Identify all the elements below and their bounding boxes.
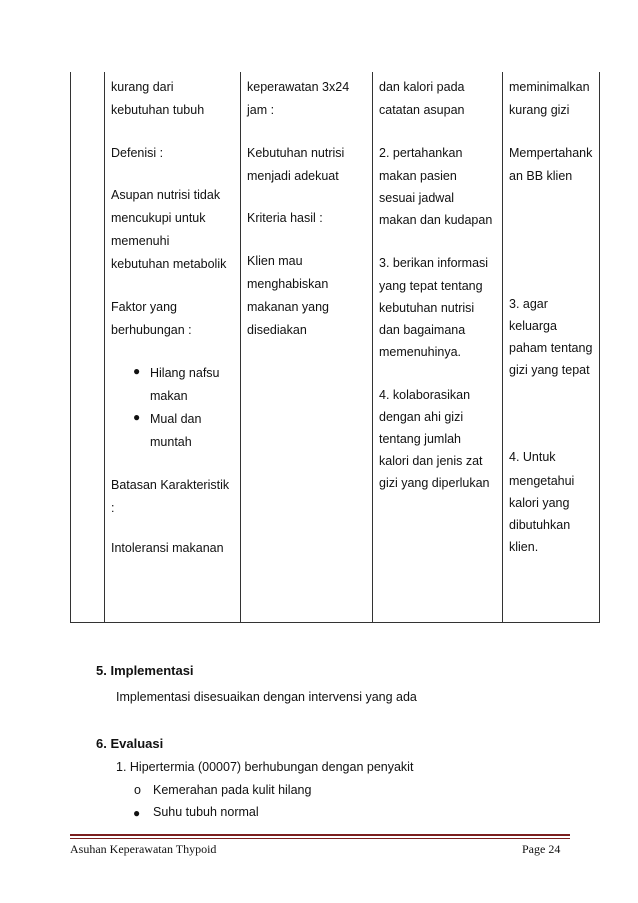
col3-line-16: gizi yang diperlukan xyxy=(379,476,490,490)
col1-bullet-1-b: makan xyxy=(150,389,188,403)
section-6-item-1: 1. Hipertermia (00007) berhubungan dengan penyakit xyxy=(116,760,414,774)
col3-line-13: dengan ahi gizi xyxy=(379,410,464,424)
col2-line-7: menghabiskan xyxy=(247,277,329,291)
col1-line-2: kebutuhan tubuh xyxy=(111,103,205,117)
col4-line-3: Mempertahank xyxy=(509,146,593,160)
col4-line-10: mengetahui xyxy=(509,474,575,488)
col3-line-8: yang tepat tentang xyxy=(379,279,483,293)
col1-defenisi-label: Defenisi : xyxy=(111,146,164,160)
col1-bullet-2-a: Mual dan xyxy=(150,412,202,426)
col1-defenisi-1: Asupan nutrisi tidak xyxy=(111,188,221,202)
col4-line-5: 3. agar xyxy=(509,297,548,311)
col2-line-9: disediakan xyxy=(247,323,307,337)
table-divider-1 xyxy=(104,72,105,623)
footer-title: Asuhan Keperawatan Thypoid xyxy=(70,842,217,856)
page-number: Page 24 xyxy=(522,842,561,856)
footer-rule-bottom xyxy=(70,838,570,839)
col3-line-4: makan pasien xyxy=(379,169,457,183)
col1-faktor-2: berhubungan : xyxy=(111,323,192,337)
table-divider-4 xyxy=(502,72,503,623)
section-6-heading: 6. Evaluasi xyxy=(96,736,164,751)
col3-line-10: dan bagaimana xyxy=(379,323,466,337)
col4-line-2: kurang gizi xyxy=(509,103,570,117)
col2-line-5: Kriteria hasil : xyxy=(247,211,323,225)
col1-defenisi-4: kebutuhan metabolik xyxy=(111,257,227,271)
col4-line-12: dibutuhkan xyxy=(509,518,571,532)
col1-line-1: kurang dari xyxy=(111,80,174,94)
table-border-bottom xyxy=(70,622,600,623)
col2-line-4: menjadi adekuat xyxy=(247,169,339,183)
col4-line-11: kalori yang xyxy=(509,496,570,510)
col2-line-1: keperawatan 3x24 xyxy=(247,80,350,94)
col3-line-3: 2. pertahankan xyxy=(379,146,463,160)
col1-faktor-1: Faktor yang xyxy=(111,300,178,314)
section-6-sub-1: Kemerahan pada kulit hilang xyxy=(153,783,312,797)
table-border-left xyxy=(70,72,71,623)
col1-defenisi-2: mencukupi untuk xyxy=(111,211,206,225)
col1-bullet-2-b: muntah xyxy=(150,435,192,449)
col3-line-15: kalori dan jenis zat xyxy=(379,454,483,468)
circle-bullet-icon: o xyxy=(134,783,141,797)
section-6-sub-2: Suhu tubuh normal xyxy=(153,805,259,819)
col4-line-8: gizi yang tepat xyxy=(509,363,590,377)
col2-line-6: Klien mau xyxy=(247,254,303,268)
table-divider-2 xyxy=(240,72,241,623)
section-5-heading: 5. Implementasi xyxy=(96,663,194,678)
disc-bullet-icon: ● xyxy=(133,806,141,820)
table-border-right xyxy=(599,72,600,623)
col4-line-1: meminimalkan xyxy=(509,80,590,94)
col4-line-7: paham tentang xyxy=(509,341,593,355)
col2-line-3: Kebutuhan nutrisi xyxy=(247,146,345,160)
col3-line-7: 3. berikan informasi xyxy=(379,256,489,270)
col1-intoleransi: Intoleransi makanan xyxy=(111,541,224,555)
col2-line-2: jam : xyxy=(247,103,275,117)
col4-line-13: klien. xyxy=(509,540,539,554)
col4-line-9: 4. Untuk xyxy=(509,450,556,464)
col3-line-9: kebutuhan nutrisi xyxy=(379,301,475,315)
col1-batasan-2: : xyxy=(111,501,115,515)
col3-line-6: makan dan kudapan xyxy=(379,213,493,227)
col1-batasan-1: Batasan Karakteristik xyxy=(111,478,230,492)
col1-bullet-1-a: Hilang nafsu xyxy=(150,366,220,380)
col1-defenisi-3: memenuhi xyxy=(111,234,170,248)
col3-line-5: sesuai jadwal xyxy=(379,191,455,205)
section-5-text: Implementasi disesuaikan dengan intervensi yang ada xyxy=(116,690,417,704)
col4-line-4: an BB klien xyxy=(509,169,573,183)
col3-line-12: 4. kolaborasikan xyxy=(379,388,471,402)
col2-line-8: makanan yang xyxy=(247,300,330,314)
bullet-1-icon: ● xyxy=(133,364,141,378)
col3-line-14: tentang jumlah xyxy=(379,432,462,446)
col3-line-1: dan kalori pada xyxy=(379,80,465,94)
col4-line-6: keluarga xyxy=(509,319,557,333)
bullet-2-icon: ● xyxy=(133,410,141,424)
col3-line-11: memenuhinya. xyxy=(379,345,461,359)
table-divider-3 xyxy=(372,72,373,623)
footer-rule-top xyxy=(70,834,570,836)
col3-line-2: catatan asupan xyxy=(379,103,465,117)
